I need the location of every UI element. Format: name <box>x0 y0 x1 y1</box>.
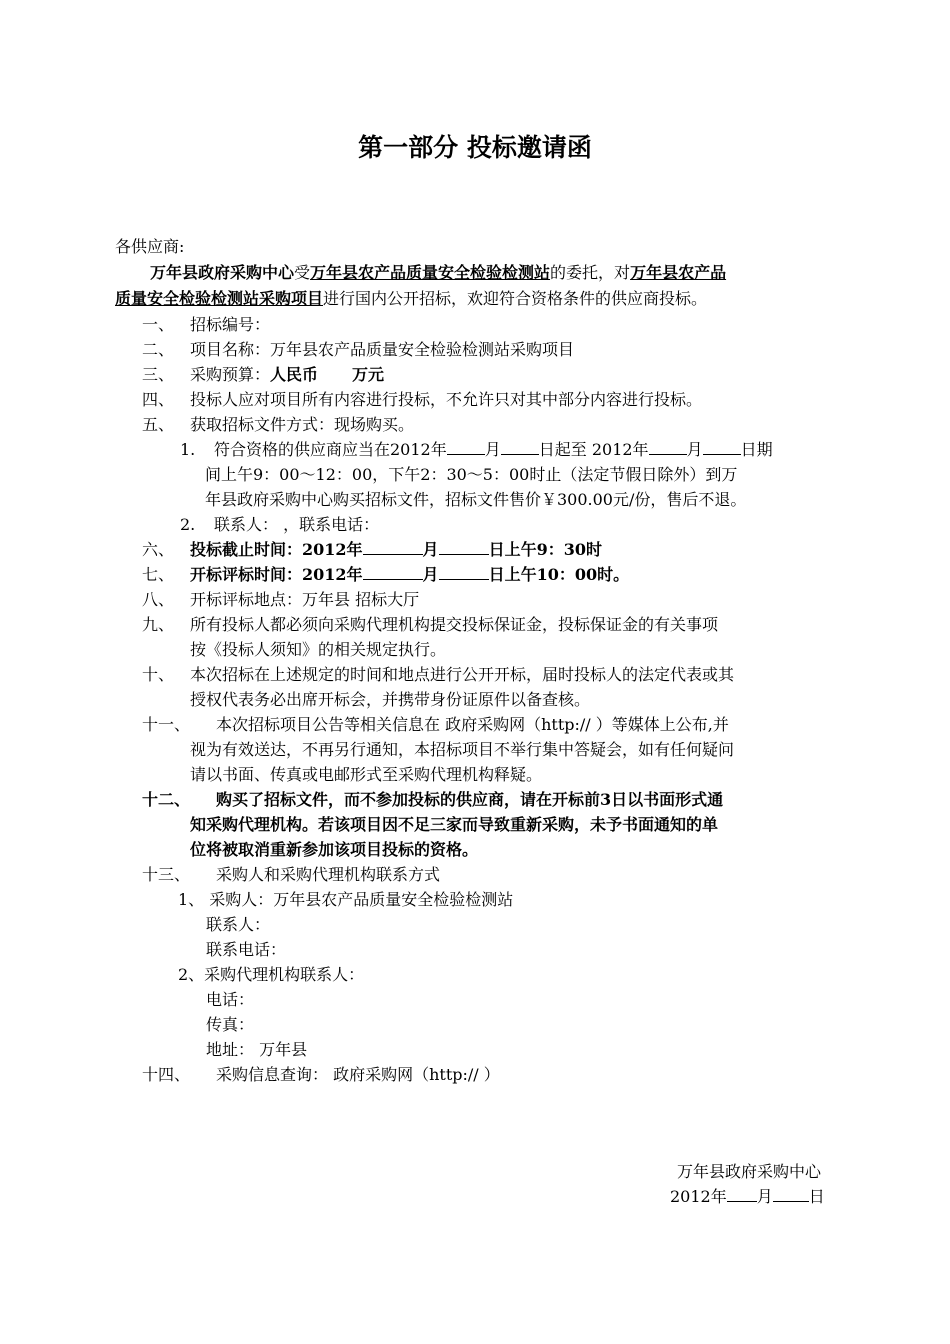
item-contact-methods: 采购人和采购代理机构联系方式 <box>216 865 441 884</box>
sub-item-number: 1. <box>180 440 196 459</box>
blank-day <box>501 440 539 455</box>
item-opening-time <box>190 562 629 588</box>
item-deposit-line-1: 所有投标人都必须向采购代理机构提交投标保证金，投标保证金的有关事项 <box>190 615 719 634</box>
blank-month <box>447 440 485 455</box>
item-number: 十三、 <box>142 865 191 884</box>
budget-unit: 万元 <box>352 365 385 384</box>
item-number: 十二、 <box>142 790 191 809</box>
purchase-period-text: 日起至 2012年 <box>538 440 649 459</box>
item-bid-deadline <box>190 537 602 563</box>
item-number: 五、 <box>142 415 175 434</box>
item-number: 八、 <box>142 590 175 609</box>
intro-text-3: 进行国内公开招标，欢迎符合资格条件的供应商投标。 <box>323 289 708 308</box>
salutation: 各供应商: <box>115 237 185 256</box>
item-number: 三、 <box>142 365 175 384</box>
item-announcement-line-2: 视为有效送达，不再另行通知，本招标项目不举行集中答疑会，如有任何疑问 <box>190 740 735 759</box>
sub-item-contact: 联系人： ，联系电话： <box>214 515 380 534</box>
blank-month <box>727 1187 757 1202</box>
item-number: 十四、 <box>142 1065 191 1084</box>
opening-text: 月 <box>422 565 439 584</box>
agency-contact: 2、采购代理机构联系人： <box>178 965 365 984</box>
agency-address: 地址： 万年县 <box>206 1040 308 1059</box>
budget-label: 采购预算： <box>190 365 271 384</box>
deadline-text: 日上午9：30时 <box>488 540 602 559</box>
item-number: 十一、 <box>142 715 191 734</box>
budget-currency: 人民币 <box>270 365 319 384</box>
signature-date-text: 2012年 <box>670 1187 727 1206</box>
item-announcement-line-3: 请以书面、传真或电邮形式至采购代理机构释疑。 <box>190 765 543 784</box>
item-withdrawal-notice-line-3: 位将被取消重新参加该项目投标的资格。 <box>190 840 479 859</box>
blank-month <box>363 565 423 580</box>
item-number: 二、 <box>142 340 175 359</box>
project-name-part-2: 质量安全检验检测站采购项目 <box>115 289 324 308</box>
item-number: 六、 <box>142 540 175 559</box>
signature-organization: 万年县政府采购中心 <box>677 1162 822 1181</box>
item-bid-scope: 投标人应对项目所有内容进行投标，不允许只对其中部分内容进行投标。 <box>190 390 703 409</box>
purchase-period-text: 月 <box>686 440 703 459</box>
signature-date <box>670 1184 825 1210</box>
deadline-text: 投标截止时间：2012年 <box>190 540 363 559</box>
item-deposit-line-2: 按《投标人须知》的相关规定执行。 <box>190 640 447 659</box>
purchaser-contact-phone: 联系电话： <box>206 940 287 959</box>
blank-day <box>773 1187 809 1202</box>
agency-name: 万年县政府采购中心 <box>150 263 295 282</box>
item-number: 四、 <box>142 390 175 409</box>
project-name-part-1: 万年县农产品 <box>630 263 727 282</box>
intro-text-1: 受 <box>294 263 311 282</box>
blank-month <box>649 440 687 455</box>
signature-date-text: 月 <box>756 1187 773 1206</box>
blank-day <box>439 565 489 580</box>
signature-date-text: 日 <box>808 1187 825 1206</box>
item-withdrawal-notice-line-2: 知采购代理机构。若该项目因不足三家而导致重新采购，未予书面通知的单 <box>190 815 719 834</box>
opening-text: 日上午10：00时。 <box>488 565 630 584</box>
intro-line-2 <box>115 286 707 312</box>
agency-phone: 电话： <box>206 990 255 1009</box>
purchaser-contact-person: 联系人： <box>206 915 271 934</box>
purchase-period-text: 符合资格的供应商应当在2012年 <box>214 440 447 459</box>
sub-item-purchase-period <box>214 437 773 463</box>
agency-fax: 传真： <box>206 1015 255 1034</box>
item-number: 十、 <box>142 665 175 684</box>
opening-text: 开标评标时间：2012年 <box>190 565 363 584</box>
sub-item-purchase-hours: 间上午9：00～12：00，下午2：30～5：00时止（法定节假日除外）到万 <box>205 465 738 484</box>
purchase-period-text: 日期 <box>740 440 773 459</box>
blank-month <box>363 540 423 555</box>
item-opening-attendance-line-2: 授权代表务必出席开标会，并携带身份证原件以备查核。 <box>190 690 591 709</box>
purchase-period-text: 月 <box>484 440 501 459</box>
blank-day <box>439 540 489 555</box>
item-announcement-line-1: 本次招标项目公告等相关信息在 政府采购网（http:// ）等媒体上公布,并 <box>216 715 729 734</box>
item-number: 七、 <box>142 565 175 584</box>
item-project-name: 项目名称：万年县农产品质量安全检验检测站采购项目 <box>190 340 575 359</box>
item-number: 九、 <box>142 615 175 634</box>
item-opening-place: 开标评标地点：万年县 招标大厅 <box>190 590 420 609</box>
blank-day <box>703 440 741 455</box>
item-withdrawal-notice-line-1: 购买了招标文件，而不参加投标的供应商，请在开标前3日以书面形式通 <box>216 790 724 809</box>
intro-text-2: 的委托，对 <box>550 263 631 282</box>
sub-item-purchase-place: 年县政府采购中心购买招标文件，招标文件售价￥300.00元/份，售后不退。 <box>205 490 747 509</box>
page-title: 第一部分 投标邀请函 <box>358 133 592 162</box>
item-number: 一、 <box>142 315 175 334</box>
purchaser-contact: 1、 采购人：万年县农产品质量安全检验检测站 <box>178 890 514 909</box>
item-budget <box>190 362 384 388</box>
intro-line-1 <box>150 260 726 286</box>
client-name: 万年县农产品质量安全检验检测站 <box>310 263 551 282</box>
item-obtain-method: 获取招标文件方式：现场购买。 <box>190 415 415 434</box>
item-tender-number: 招标编号： <box>190 315 271 334</box>
deadline-text: 月 <box>422 540 439 559</box>
item-info-query: 采购信息查询： 政府采购网（http:// ） <box>216 1065 500 1084</box>
sub-item-number: 2. <box>180 515 196 534</box>
item-opening-attendance-line-1: 本次招标在上述规定的时间和地点进行公开开标，届时投标人的法定代表或其 <box>190 665 735 684</box>
